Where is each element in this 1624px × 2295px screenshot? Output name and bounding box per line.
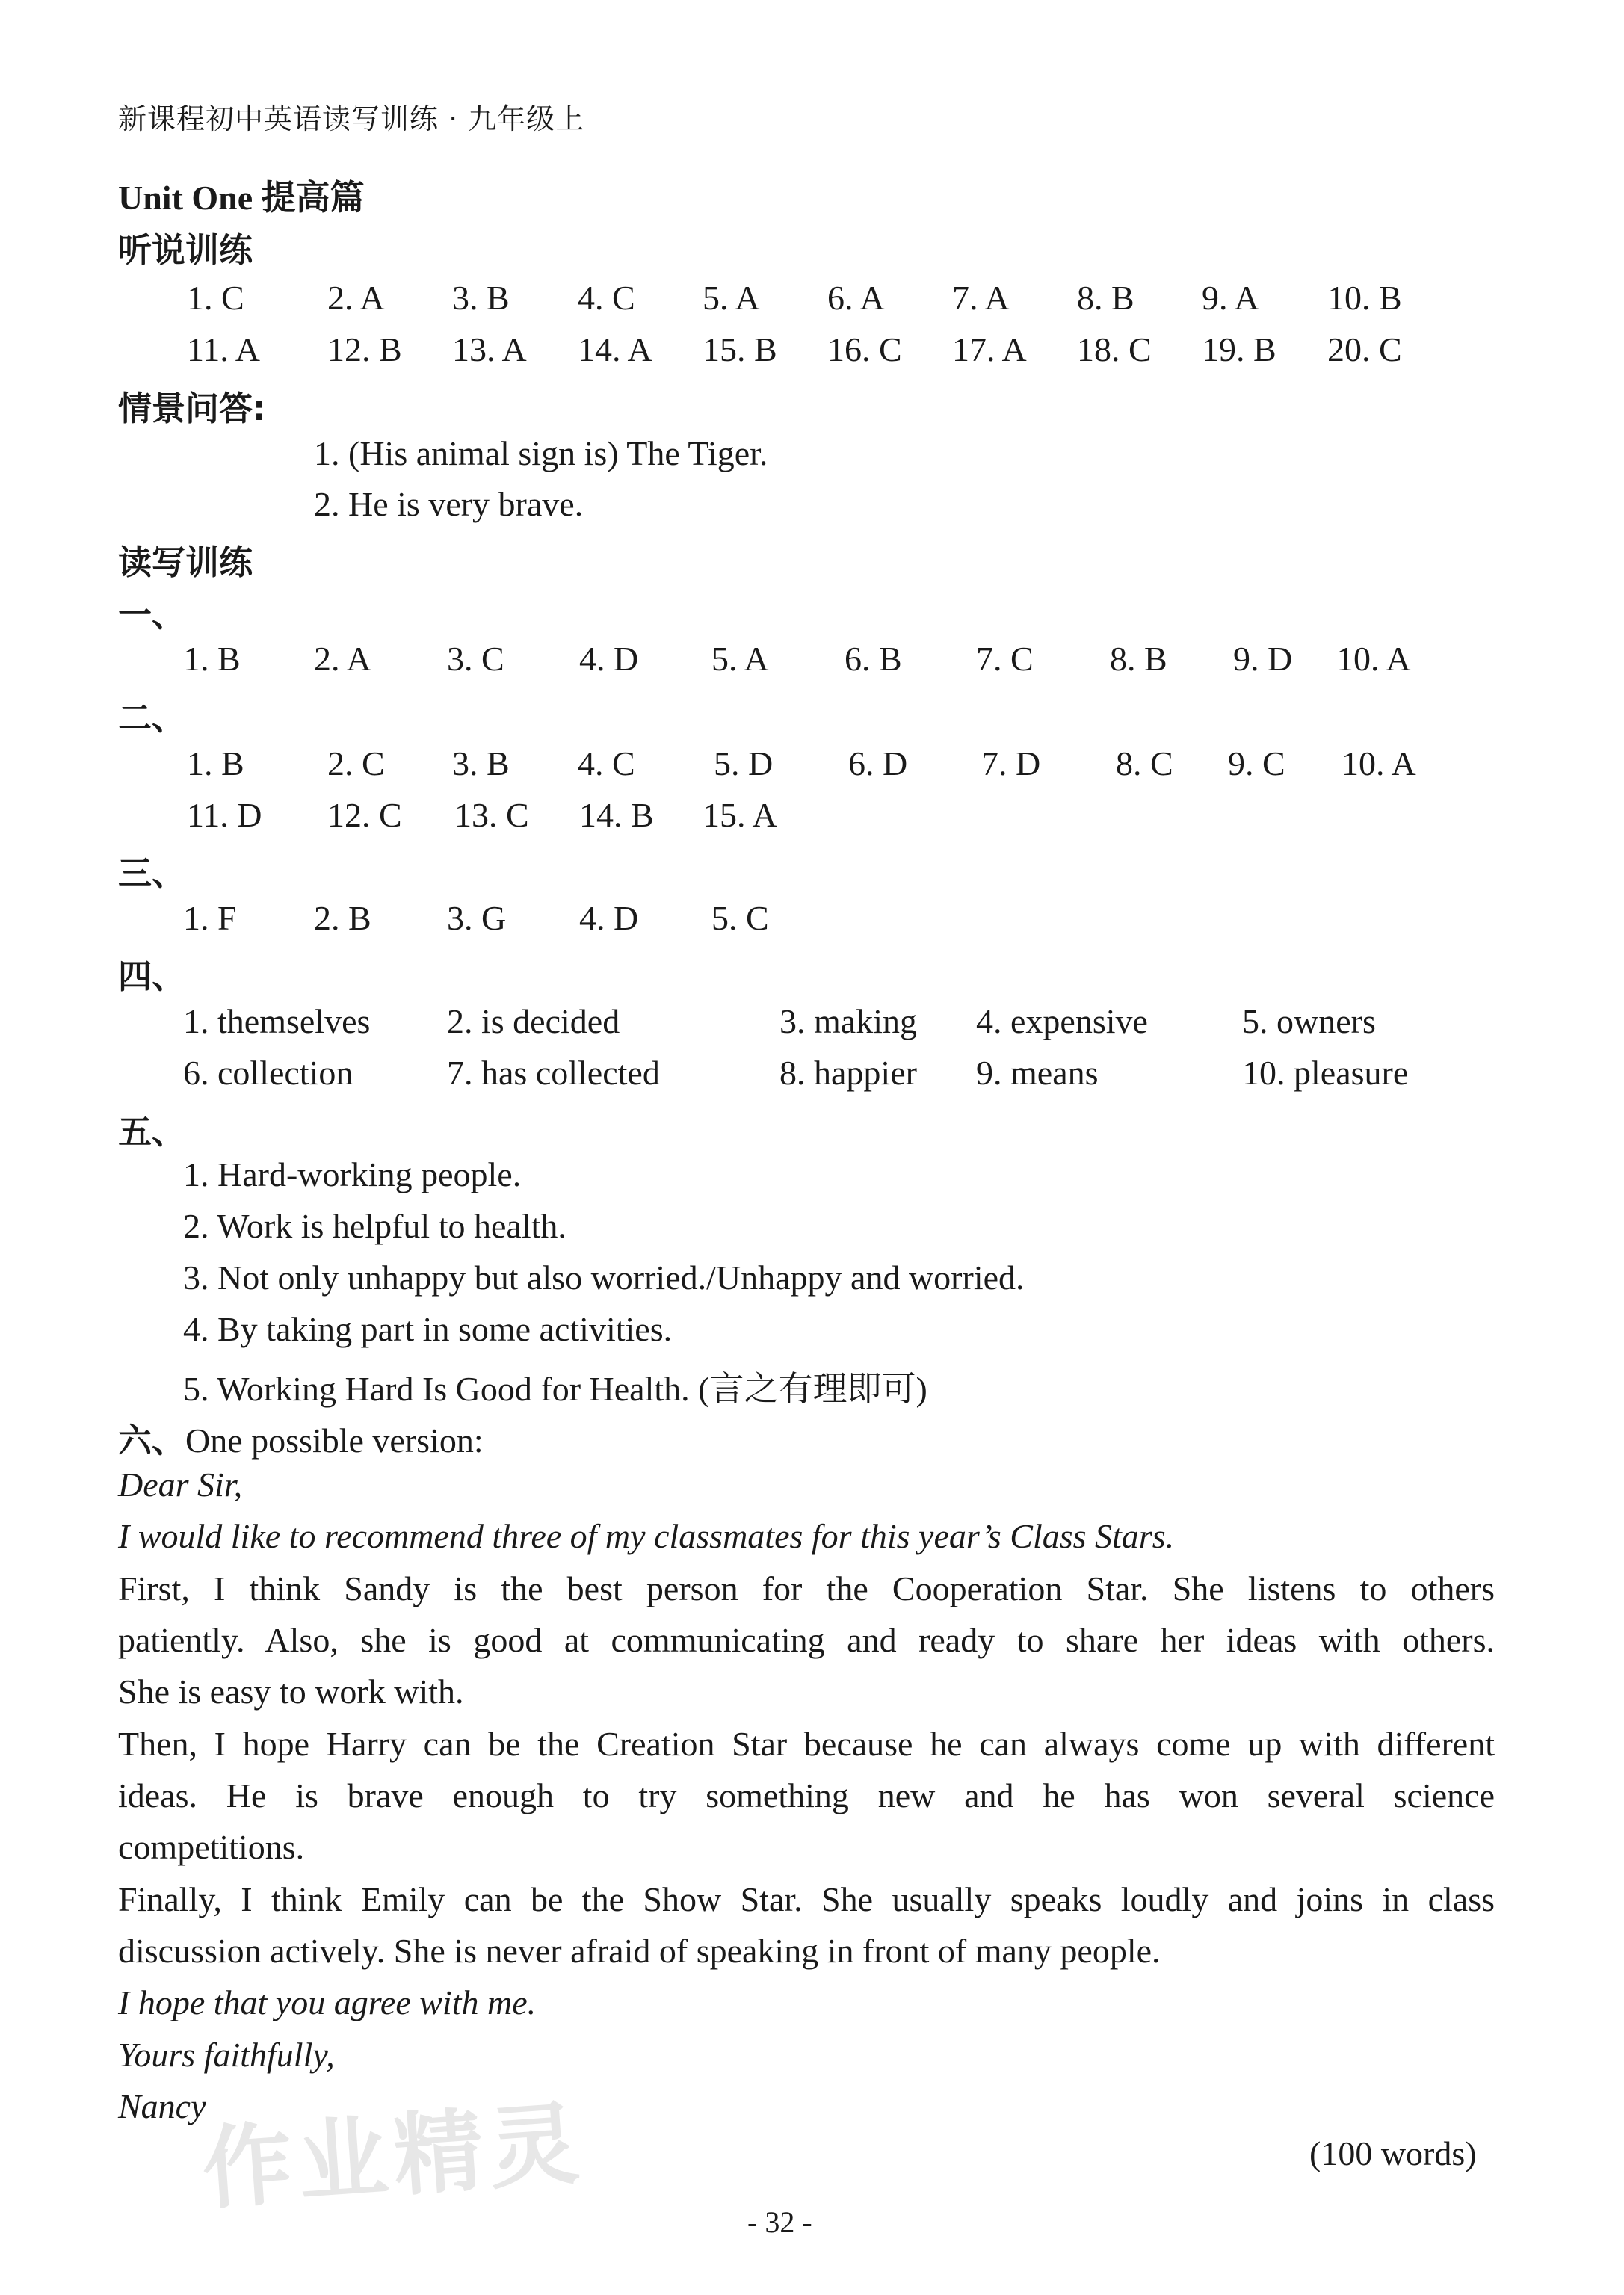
- answer-item: 13. A: [452, 330, 527, 368]
- answer-item: 4. C: [578, 744, 635, 782]
- section-3-label: 三、: [118, 853, 186, 893]
- answer-item: 14. A: [578, 330, 652, 368]
- word-count: (100 words): [1309, 2134, 1477, 2172]
- section-5-answer-4: 4. By taking part in some activities.: [183, 1310, 673, 1348]
- answer-item: 2. A: [314, 640, 371, 678]
- answer-item: 4. C: [578, 279, 635, 317]
- answer-item: 15. B: [703, 330, 777, 368]
- letter-p3-line-2: discussion actively. She is never afraid of speaking in front of many people.: [118, 1932, 1161, 1970]
- running-header: 新课程初中英语读写训练 · 九年级上: [118, 102, 585, 135]
- answer-item: 20. C: [1327, 330, 1402, 368]
- answer-item: 12. C: [327, 796, 402, 834]
- letter-p2-line-2: ideas. He is brave enough to try something new and he has won several science: [118, 1776, 1495, 1814]
- answer-item: 9. means: [976, 1054, 1099, 1092]
- answer-item: 9. A: [1202, 279, 1259, 317]
- answer-item: 11. A: [187, 330, 260, 368]
- answer-item: 4. D: [579, 899, 639, 937]
- answer-item: 1. F: [183, 899, 237, 937]
- letter-closing-1: I hope that you agree with me.: [118, 1983, 537, 2021]
- answer-item: 10. pleasure: [1242, 1054, 1409, 1092]
- answer-item: 2. A: [327, 279, 385, 317]
- section-4-label: 四、: [118, 957, 186, 996]
- answer-item: 2. is decided: [447, 1002, 620, 1040]
- section-5-answer-2: 2. Work is helpful to health.: [183, 1207, 566, 1245]
- letter-signature: Nancy: [118, 2087, 206, 2125]
- answer-item: 6. A: [827, 279, 885, 317]
- answer-item: 12. B: [327, 330, 402, 368]
- answer-item: 10. A: [1336, 640, 1411, 678]
- letter-greeting: Dear Sir,: [118, 1465, 243, 1504]
- answer-item: 7. D: [981, 744, 1041, 782]
- answer-item: 5. A: [703, 279, 760, 317]
- answer-item: 3. G: [447, 899, 507, 937]
- answer-item: 17. A: [952, 330, 1027, 368]
- letter-p1-line-3: She is easy to work with.: [118, 1672, 464, 1711]
- answer-item: 13. C: [454, 796, 529, 834]
- section-5-answer-1: 1. Hard-working people.: [183, 1155, 522, 1193]
- answer-item: 16. C: [827, 330, 902, 368]
- answer-item: 5. A: [711, 640, 769, 678]
- answer-item: 8. B: [1110, 640, 1167, 678]
- letter-p2-line-1: Then, I hope Harry can be the Creation Star because he can always come up with different: [118, 1725, 1495, 1763]
- situational-answer-1: 1. (His animal sign is) The Tiger.: [314, 434, 768, 472]
- section-5-answer-5: 5. Working Hard Is Good for Health. (言之有理即可): [183, 1370, 927, 1408]
- answer-item: 4. expensive: [976, 1002, 1148, 1040]
- answer-item: 6. D: [848, 744, 908, 782]
- letter-closing-2: Yours faithfully,: [118, 2036, 335, 2074]
- answer-item: 5. D: [714, 744, 774, 782]
- answer-item: 9. D: [1233, 640, 1293, 678]
- unit-title: Unit One 提高篇: [118, 179, 365, 217]
- answer-item: 5. C: [711, 899, 769, 937]
- answer-item: 7. C: [976, 640, 1034, 678]
- answer-item: 2. B: [314, 899, 371, 937]
- answer-item: 10. B: [1327, 279, 1402, 317]
- answer-item: 11. D: [187, 796, 262, 834]
- section-6-label: 六、: [118, 1421, 186, 1460]
- answer-item: 8. happier: [779, 1054, 917, 1092]
- section-5-answer-3: 3. Not only unhappy but also worried./Unhappy and worried.: [183, 1258, 1025, 1297]
- answer-item: 6. B: [845, 640, 902, 678]
- letter-p1-line-2: patiently. Also, she is good at communicating and ready to share her ideas with others.: [118, 1621, 1495, 1659]
- answer-item: 1. C: [187, 279, 244, 317]
- situational-answer-2: 2. He is very brave.: [314, 485, 584, 523]
- answer-item: 6. collection: [183, 1054, 353, 1092]
- answer-item: 18. C: [1077, 330, 1152, 368]
- answer-item: 3. B: [452, 279, 510, 317]
- answer-item: 8. B: [1077, 279, 1134, 317]
- page-number: - 32 -: [747, 2205, 812, 2239]
- letter-p3-line-1: Finally, I think Emily can be the Show Star. She usually speaks loudly and joins in class: [118, 1880, 1495, 1918]
- answer-item: 1. B: [183, 640, 241, 678]
- letter-opening: I would like to recommend three of my classmates for this year’s Class Stars.: [118, 1517, 1175, 1555]
- answer-item: 3. C: [447, 640, 504, 678]
- section-6-heading: [118, 1413, 484, 1462]
- answer-item: 3. making: [779, 1002, 917, 1040]
- letter-p2-line-3: competitions.: [118, 1828, 305, 1866]
- answer-item: 4. D: [579, 640, 639, 678]
- answer-item: 5. owners: [1242, 1002, 1376, 1040]
- answer-item: 15. A: [703, 796, 777, 834]
- section-6-intro: One possible version:: [185, 1421, 484, 1460]
- watermark: 作业精灵: [199, 2092, 588, 2223]
- answer-item: 19. B: [1202, 330, 1276, 368]
- answer-item: 7. has collected: [447, 1054, 660, 1092]
- answer-item: 7. A: [952, 279, 1010, 317]
- answer-item: 1. themselves: [183, 1002, 371, 1040]
- answer-item: 14. B: [579, 796, 654, 834]
- answer-item: 3. B: [452, 744, 510, 782]
- answer-item: 8. C: [1116, 744, 1173, 782]
- listening-heading: 听说训练: [118, 230, 253, 270]
- section-2-label: 二、: [118, 698, 186, 738]
- letter-p1-line-1: First, I think Sandy is the best person for the Cooperation Star. She listens to others: [118, 1569, 1495, 1607]
- section-1-label: 一、: [118, 595, 186, 634]
- reading-heading: 读写训练: [118, 543, 253, 582]
- answer-item: 2. C: [327, 744, 385, 782]
- answer-item: 9. C: [1228, 744, 1285, 782]
- section-5-label: 五、: [118, 1112, 186, 1152]
- situational-heading: 情景问答:: [118, 389, 266, 428]
- answer-item: 1. B: [187, 744, 244, 782]
- answer-item: 10. A: [1342, 744, 1416, 782]
